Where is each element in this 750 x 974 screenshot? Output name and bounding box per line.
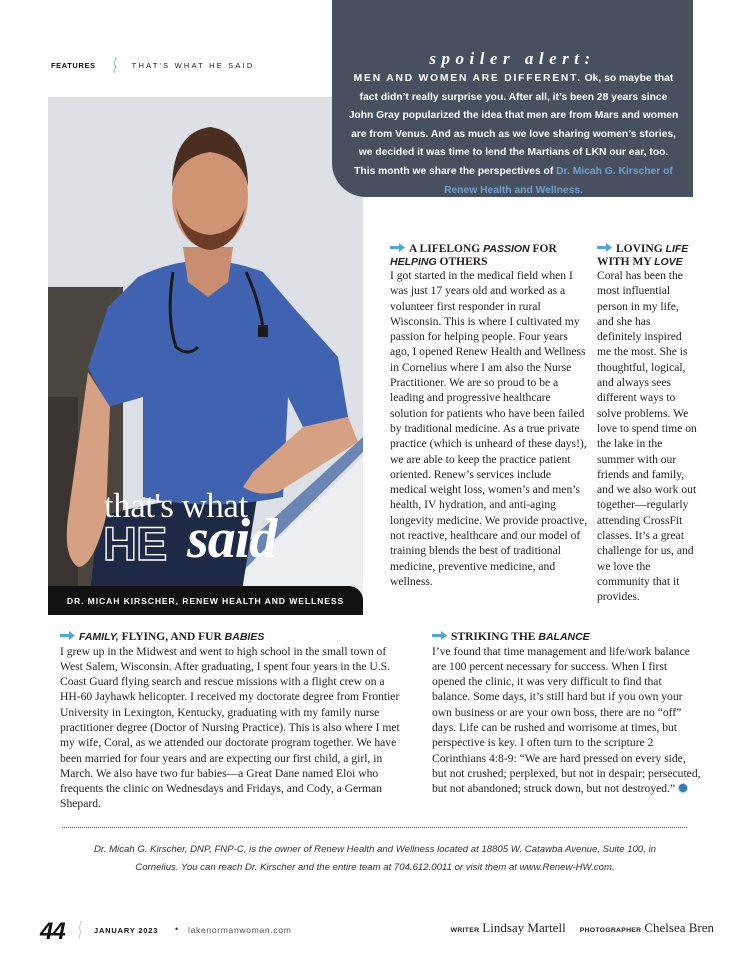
issue-date: JANUARY 2023 xyxy=(94,926,159,935)
section-heading xyxy=(432,631,702,644)
heading-emphasis: PASSION xyxy=(483,243,530,255)
headline-said-script: said xyxy=(187,508,277,570)
bullet-separator: • xyxy=(175,924,179,934)
squiggle-divider-icon xyxy=(110,57,120,73)
website-link[interactable]: lakenormanwoman.com xyxy=(188,925,292,935)
spoiler-title: spoiler alert: xyxy=(429,49,596,68)
section-body: I grew up in the Midwest and went to high school in the small town of West Salem, Wisconsin. After graduating, I spent four years in the U.S. Coast Guard flying search and rescue missions with a flight crew on a HH-60 Jayhawk helicopter. I received my doctorate degree from Frontier University in Lexington, Kentucky, graduating with my family nurse practitioner degree (Doctor of Nursing Practice). This is also where I met my wife, Coral, as we attended our doctorate program together. We have been married for four years and are expecting our first child, a girl, in March. We also have two fur babies—a Great Dane named Eloi who frequents the clinic on Wednesdays and Fridays, and Cody, a German Shepard. xyxy=(60,644,400,811)
arrow-right-icon xyxy=(432,631,447,640)
heading-text: A LIFELONG xyxy=(409,243,484,255)
column-title: THAT'S WHAT HE SAID xyxy=(131,60,255,70)
section-heading xyxy=(597,243,697,268)
spoiler-body: Ok, so maybe that fact didn’t really surprise you. After all, it’s been 28 years since John Gray popularized the idea that men are from Mars and women are from Venus. And as much as we love sharing women’s stories, we decided it was time to lend the Martians of LKN our ear, too. This month we share the perspectives of xyxy=(348,73,679,177)
arrow-right-icon xyxy=(60,631,75,640)
section-heading xyxy=(390,243,588,268)
heading-emphasis: BALANCE xyxy=(538,631,590,643)
arrow-right-icon xyxy=(390,243,405,252)
heading-text: WITH MY xyxy=(597,255,655,268)
page-number: 44 xyxy=(40,918,65,945)
section-body: Coral has been the most influential person in my life, and she has definitely inspired me the most. She is thoughtful, logical, and always sees different ways to solve problems. We love to spend time on the lake in the summer with our friends and family, and we also work out together—regularly attending CrossFit classes. It’s a great challenge for us, and we love the community that it provides. xyxy=(597,269,697,604)
heading-text: FOR xyxy=(529,243,557,255)
photo-caption: DR. MICAH KIRSCHER, RENEW HEALTH AND WELLNESS xyxy=(48,586,363,615)
page-footer xyxy=(40,918,720,944)
heading-emphasis: FAMILY, xyxy=(79,631,119,643)
photographer-label: PHOTOGRAPHER xyxy=(579,927,642,934)
portrait-photo xyxy=(48,97,363,615)
end-of-article-icon xyxy=(678,783,688,793)
heading-text: FLYING, AND FUR xyxy=(118,631,225,643)
heading-emphasis: LIFE xyxy=(665,243,689,255)
heading-emphasis: HELPING xyxy=(390,255,437,268)
section-kicker xyxy=(51,57,255,73)
writer-label: WRITER xyxy=(450,927,480,934)
squiggle-divider-icon xyxy=(76,921,84,939)
section-love xyxy=(597,243,697,605)
headline-thats-what: that's what xyxy=(104,486,248,525)
section-balance xyxy=(432,631,702,796)
section-passion xyxy=(390,243,588,589)
headline-he-outline: HE xyxy=(103,517,167,570)
credits xyxy=(451,920,714,936)
heading-text: STRIKING THE xyxy=(451,631,539,643)
dotted-divider xyxy=(62,827,687,828)
section-body xyxy=(432,644,702,797)
writer-name: Lindsay Martell xyxy=(482,920,566,935)
section-family xyxy=(60,631,405,812)
balance-body-text: I’ve found that time management and life/work balance are 100 percent necessary for success. When I first opened the clinic, it was very difficult to find that balance. Some days, it’s still hard but if you own your own business or are your own boss, there are no “off” days. Life can be rushed and worrisome at times, but perspective is key. I often turn to the scripture 2 Corinthians 4:8-9: “We are hard pressed on every side, but not crushed; perplexed, but not in despair; persecuted, but not abandoned; struck down, but not destroyed.” xyxy=(432,644,701,796)
arrow-right-icon xyxy=(597,243,612,252)
heading-text: LOVING xyxy=(616,243,666,255)
spoiler-intro xyxy=(348,70,679,200)
heading-text: OTHERS xyxy=(436,255,488,268)
spoiler-alert-box xyxy=(332,0,693,197)
section-body: I got started in the medical field when I was just 17 years old and worked as a volunteer first responder in rural Wisconsin. This is where I cultivated my passion for helping people. Four years ago, I opened Renew Health and Wellness in Cornelius where I am also the Nurse Practitioner. We are so proud to be a leading and progressive healthcare solution for patients who have been failed by traditional medicine. As a true private practice (which is unheard of these days!), we are able to keep the practice patient oriented. Renew’s services include medical weight loss, women’s and men’s health, IV hydration, and anti-aging longevity medicine. We provide proactive, not reactive, healthcare and our model of training blends the best of traditional medicine, preventive medicine, and wellness. xyxy=(390,269,588,588)
heading-emphasis: BABIES xyxy=(224,631,265,643)
author-bio: Dr. Micah G. Kirscher, DNP, FNP-C, is the owner of Renew Health and Wellness located at 18805 W. Catawba Avenue, Suite 100, in Cornelius. You can reach Dr. Kirscher and the entire team at 704.612.0011 or visit them at www.Renew-HW.com. xyxy=(93,844,657,874)
section-label: FEATURES xyxy=(51,60,96,70)
photographer-name: Chelsea Bren xyxy=(644,920,714,935)
heading-emphasis: LOVE xyxy=(654,255,683,268)
spoiler-highlight: Dr. Micah G. Kirscher of Renew Health and Wellness. xyxy=(444,165,673,196)
section-heading xyxy=(60,631,405,644)
spoiler-lead: MEN AND WOMEN ARE DIFFERENT. xyxy=(353,73,582,84)
